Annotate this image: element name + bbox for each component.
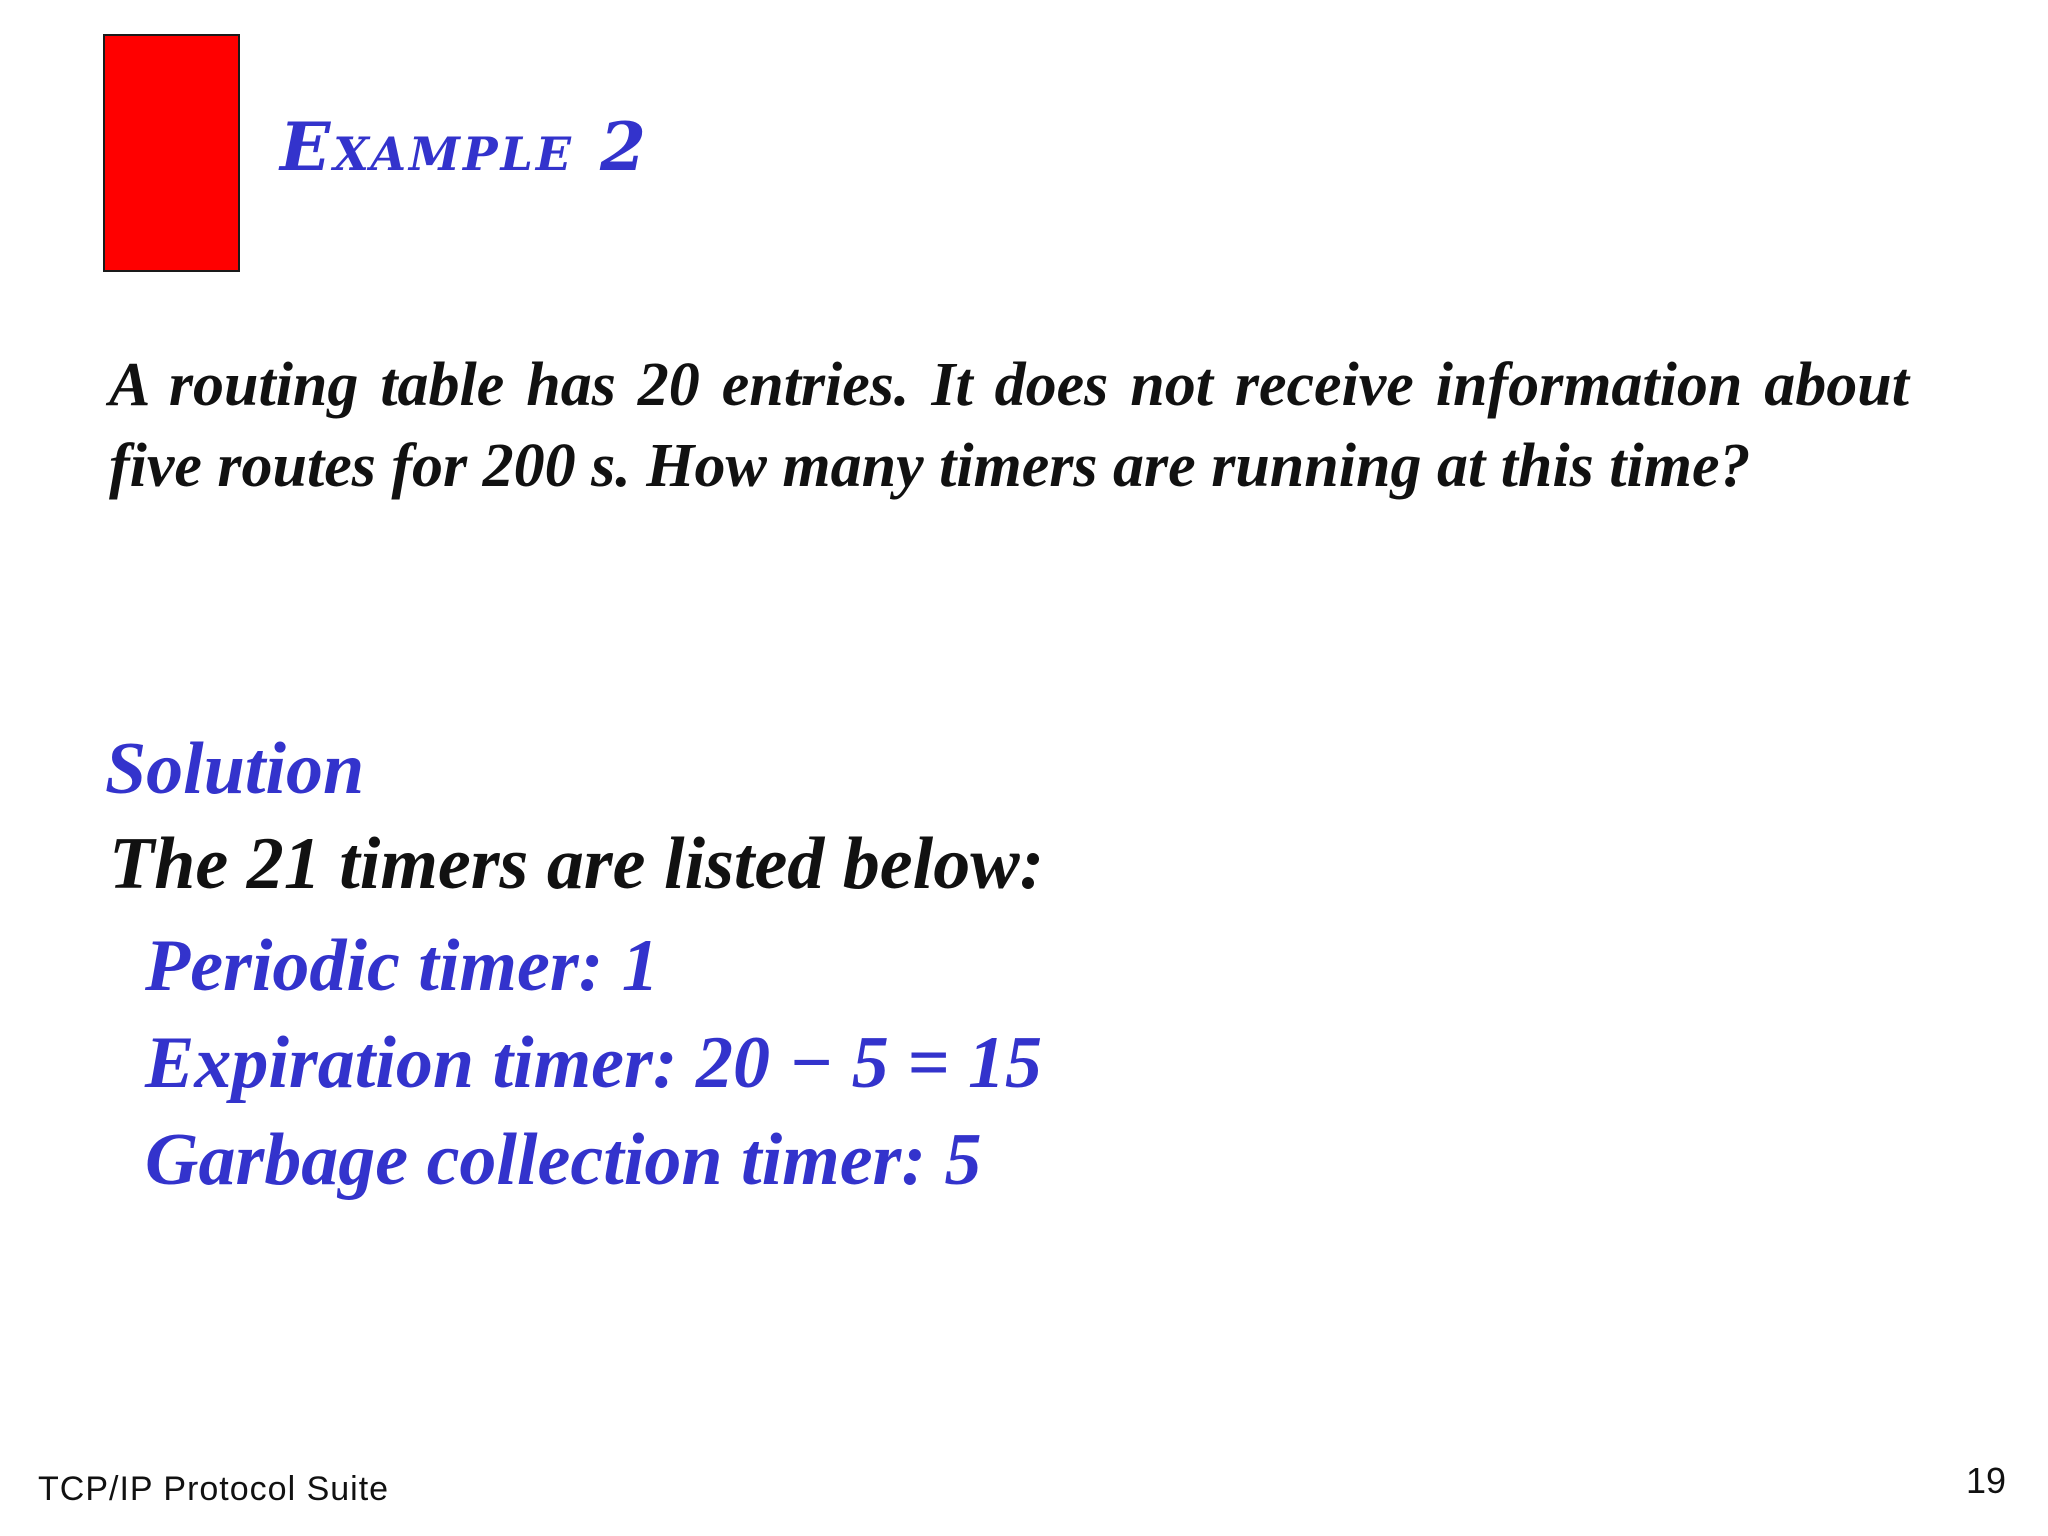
red-accent-block [103, 34, 240, 272]
timer-item-garbage-collection: Garbage collection timer: 5 [145, 1119, 982, 1201]
question-text: A routing table has 20 entries. It does not receive information about five routes for 200 s. How many timers are running at this time? [109, 351, 1909, 500]
timer-list [145, 918, 1042, 1209]
timer-item-periodic: Periodic timer: 1 [145, 925, 659, 1007]
footer-course-title: TCP/IP Protocol Suite [38, 1470, 390, 1508]
solution-intro: The 21 timers are listed below: [109, 823, 1045, 905]
slide-title: Example 2 [280, 108, 649, 186]
page-number: 19 [1965, 1460, 2006, 1501]
solution-heading: Solution [105, 728, 365, 810]
timer-item-expiration: Expiration timer: 20 − 5 = 15 [145, 1022, 1042, 1104]
